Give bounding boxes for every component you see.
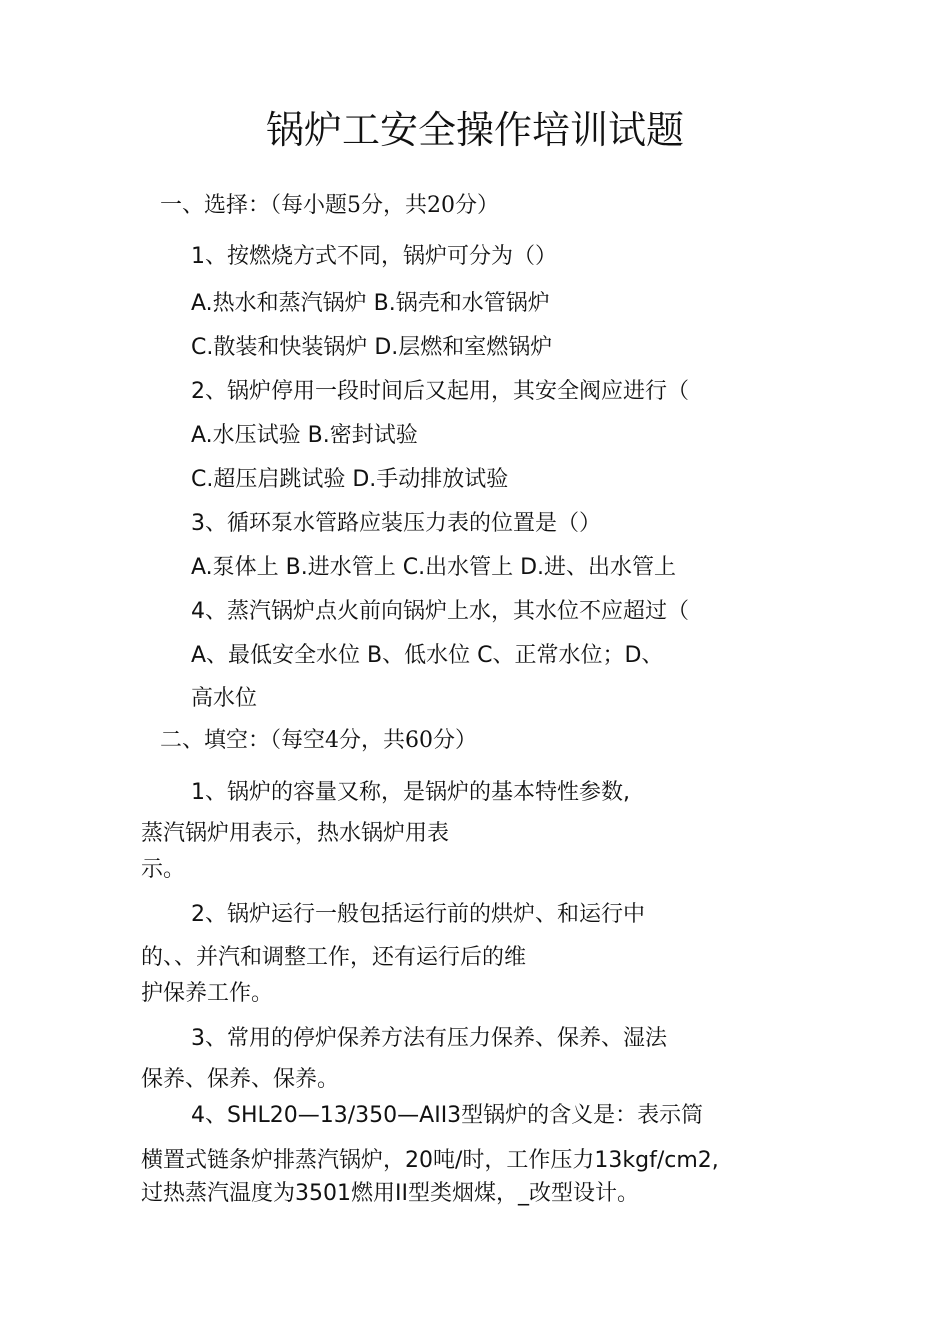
fill-1-line-2: 蒸汽锅炉用表示，热水锅炉用表 bbox=[141, 821, 450, 846]
question-1-options-cd: C.散装和快装锅炉 D.层燃和室燃锅炉 bbox=[191, 335, 553, 360]
section-2-heading: 二、填空：（每空4分，共60分） bbox=[160, 728, 477, 753]
question-4-options: A、最低安全水位 B、低水位 C、正常水位；D、 bbox=[191, 643, 664, 668]
fill-2-line-3: 护保养工作。 bbox=[141, 981, 274, 1006]
fill-1-line-3: 示。 bbox=[141, 857, 186, 882]
fill-1-line-1: 1、锅炉的容量又称，是锅炉的基本特性参数, bbox=[191, 780, 630, 805]
fill-4-line-1: 4、SHL20—13/350—AII3型锅炉的含义是：表示筒 bbox=[191, 1103, 704, 1128]
fill-4-line-3: 过热蒸汽温度为3501燃用II型类烟煤，_改型设计。 bbox=[141, 1181, 639, 1206]
question-4: 4、蒸汽锅炉点火前向锅炉上水，其水位不应超过（ bbox=[191, 599, 689, 624]
question-2-options-ab: A.水压试验 B.密封试验 bbox=[191, 423, 418, 448]
question-2-options-cd: C.超压启跳试验 D.手动排放试验 bbox=[191, 467, 509, 492]
fill-2-line-1: 2、锅炉运行一般包括运行前的烘炉、和运行中 bbox=[191, 902, 645, 927]
fill-3-line-2: 保养、保养、保养。 bbox=[141, 1067, 340, 1092]
question-1: 1、按燃烧方式不同，锅炉可分为（） bbox=[191, 244, 557, 269]
fill-2-line-2: 的、、并汽和调整工作，还有运行后的维 bbox=[141, 945, 527, 970]
question-1-options-ab: A.热水和蒸汽锅炉 B.锅壳和水管锅炉 bbox=[191, 291, 550, 316]
page-title: 锅炉工安全操作培训试题 bbox=[265, 108, 684, 152]
question-4-options-cont: 高水位 bbox=[191, 686, 258, 711]
section-1-heading: 一、选择：（每小题5分，共20分） bbox=[160, 193, 499, 218]
fill-4-line-2: 横置式链条炉排蒸汽锅炉，20吨/时，工作压力13kgf/cm2, bbox=[141, 1148, 719, 1173]
question-2: 2、锅炉停用一段时间后又起用，其安全阀应进行（ bbox=[191, 379, 689, 404]
fill-3-line-1: 3、常用的停炉保养方法有压力保养、保养、湿法 bbox=[191, 1026, 667, 1051]
question-3-options: A.泵体上 B.进水管上 C.出水管上 D.进、出水管上 bbox=[191, 555, 677, 580]
question-3: 3、循环泵水管路应装压力表的位置是（） bbox=[191, 511, 601, 536]
